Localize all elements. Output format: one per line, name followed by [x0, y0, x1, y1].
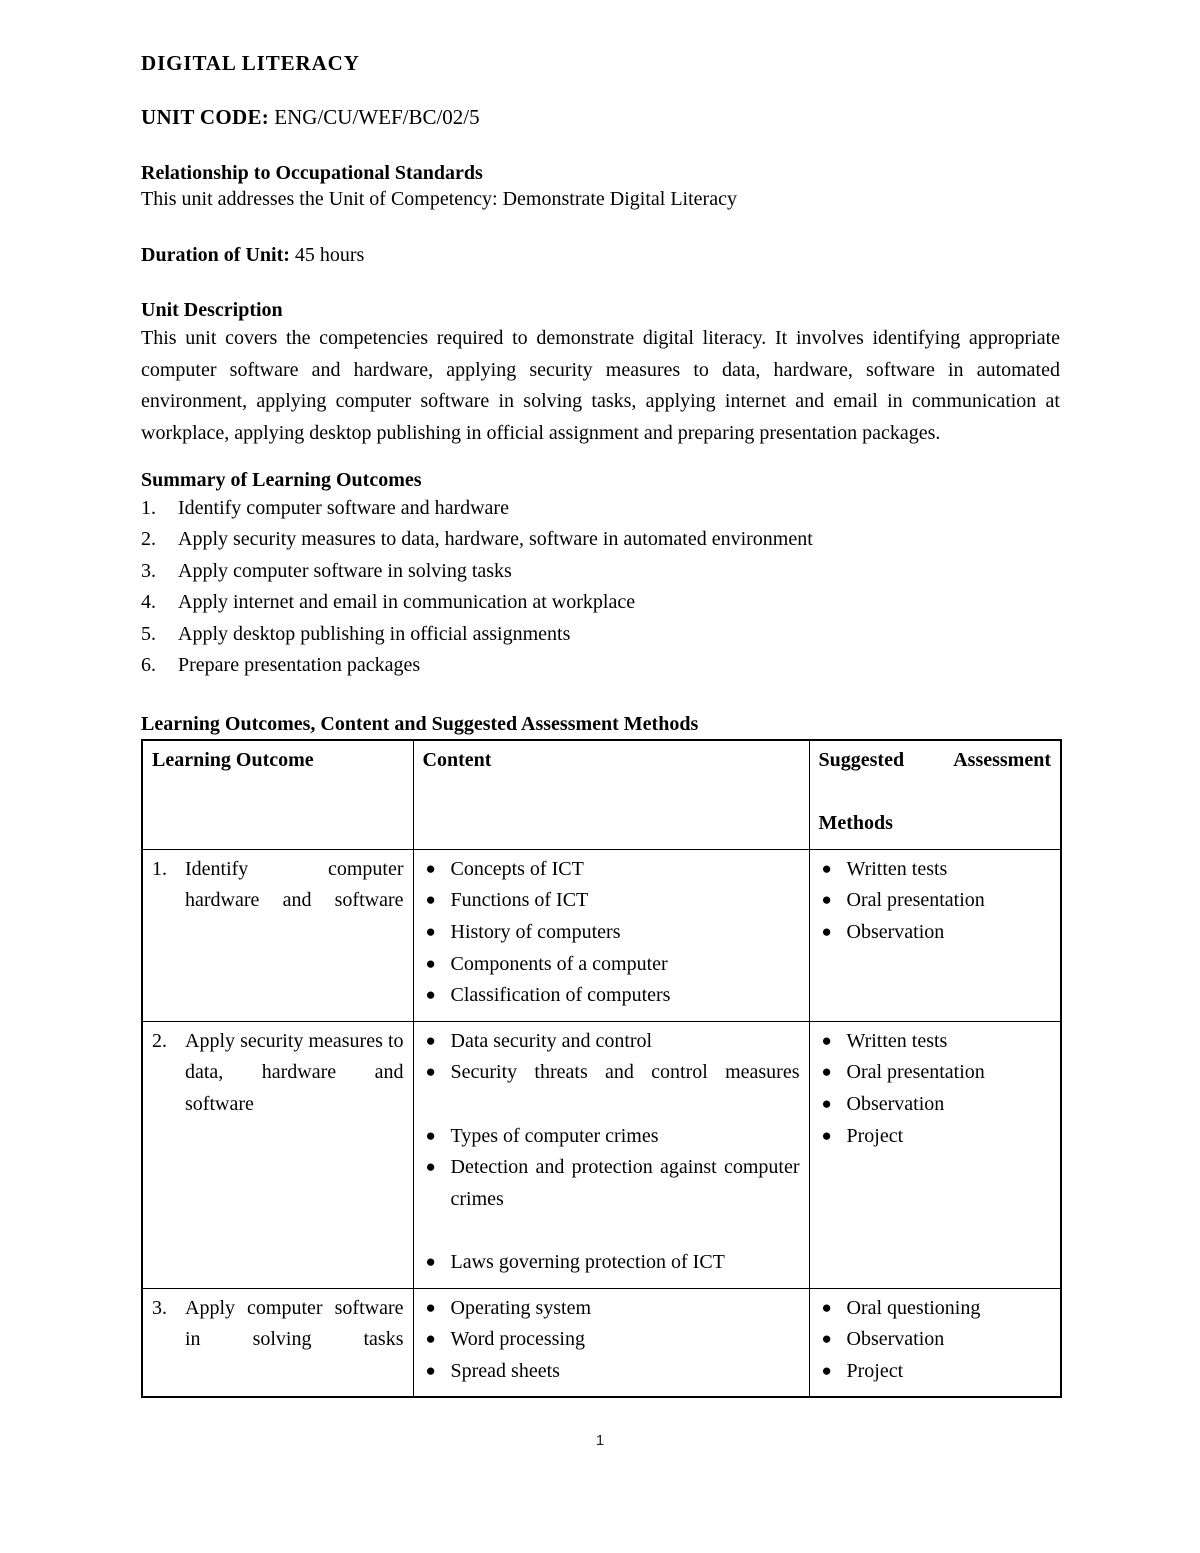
cell-learning-outcome	[142, 1288, 413, 1397]
outcome-entry	[152, 854, 404, 949]
list-item	[423, 949, 800, 981]
bullet-icon: ●	[425, 922, 436, 942]
cell-learning-outcome	[142, 1021, 413, 1288]
cell-content	[413, 849, 809, 1021]
column-header-assessment-line2: Methods	[818, 812, 893, 835]
list-item	[819, 854, 1052, 886]
cell-assessment	[809, 849, 1061, 1021]
list-item-text: Apply desktop publishing in official assignments	[178, 622, 571, 645]
list-item-text: Oral presentation	[846, 889, 985, 912]
list-item-text: Concepts of ICT	[450, 857, 584, 880]
table-row	[142, 1021, 1061, 1288]
list-item	[423, 885, 800, 917]
cell-learning-outcome	[142, 849, 413, 1021]
list-item-text: Security threats and control measures	[450, 1061, 800, 1084]
bullet-icon: ●	[425, 1062, 436, 1082]
column-header-assessment-methods	[809, 740, 1061, 849]
bullet-icon: ●	[425, 1251, 436, 1271]
bullet-icon: ●	[425, 1030, 436, 1050]
list-item	[819, 1121, 1052, 1153]
list-item-number: 4.	[141, 591, 156, 614]
list-item-text: Observation	[846, 1328, 945, 1351]
list-item	[423, 1247, 800, 1279]
list-item	[819, 1089, 1052, 1121]
summary-list	[141, 493, 1060, 683]
outcome-number: 3.	[152, 1296, 167, 1319]
assessment-bullet-list	[819, 1026, 1052, 1152]
bullet-icon: ●	[821, 922, 832, 942]
list-item	[423, 1356, 800, 1388]
table-header-row	[142, 740, 1061, 849]
bullet-icon: ●	[821, 1297, 832, 1317]
list-item-text: History of computers	[450, 921, 621, 944]
list-item	[141, 650, 1060, 682]
duration-value: 45 hours	[294, 244, 365, 267]
list-item	[819, 885, 1052, 917]
list-item-text: Data security and control	[450, 1029, 653, 1052]
outcome-number: 1.	[152, 857, 167, 880]
list-item-text: Components of a computer	[450, 952, 668, 975]
table-row	[142, 1288, 1061, 1397]
list-item	[141, 556, 1060, 588]
list-item-text: Classification of computers	[450, 984, 671, 1007]
bullet-icon: ●	[425, 1157, 436, 1177]
list-item-text: Identify computer software and hardware	[178, 496, 509, 519]
list-item	[141, 619, 1060, 651]
bullet-icon: ●	[425, 1360, 436, 1380]
content-bullet-list	[423, 854, 800, 1012]
learning-outcomes-table	[141, 739, 1062, 1398]
table-row	[142, 849, 1061, 1021]
bullet-icon: ●	[821, 858, 832, 878]
list-item	[423, 1324, 800, 1356]
column-header-content: Content	[413, 740, 809, 849]
duration-label: Duration of Unit:	[141, 244, 290, 267]
document-content	[141, 52, 1060, 1398]
list-item	[819, 917, 1052, 949]
list-item	[819, 1324, 1052, 1356]
outcome-entry	[152, 1026, 404, 1152]
list-item-number: 1.	[141, 496, 156, 519]
list-item	[423, 1293, 800, 1325]
list-item-text: Observation	[846, 921, 945, 944]
list-item-number: 3.	[141, 559, 156, 582]
list-item	[819, 1293, 1052, 1325]
outcome-text: Apply computer software in solving tasks	[185, 1296, 404, 1351]
unit-description-heading: Unit Description	[141, 299, 283, 322]
page-number: 1	[595, 1432, 605, 1449]
list-item-text: Prepare presentation packages	[178, 654, 421, 677]
unit-description-text: This unit covers the competencies required to demonstrate digital literacy. It involves identifying appropriate computer software and hardware, applying security measures to data, hardware, software in automated environment, applying computer software in solving tasks, applying internet and email in communication at workplace, applying desktop publishing in official assignment and preparing presentation packages.	[141, 327, 1060, 444]
list-item-text: Observation	[846, 1093, 945, 1116]
bullet-icon: ●	[821, 1030, 832, 1050]
list-item	[423, 980, 800, 1012]
list-item-text: Apply internet and email in communication at workplace	[178, 591, 636, 614]
outcome-entry	[152, 1293, 404, 1388]
list-item-text: Apply computer software in solving tasks	[178, 559, 512, 582]
bullet-icon: ●	[821, 1360, 832, 1380]
relationship-heading: Relationship to Occupational Standards	[141, 162, 483, 185]
list-item-text: Functions of ICT	[450, 889, 589, 912]
list-item	[819, 1356, 1052, 1388]
column-header-learning-outcome: Learning Outcome	[142, 740, 413, 849]
list-item-text: Word processing	[450, 1328, 585, 1351]
list-item-text: Detection and protection against computer crimes	[450, 1156, 800, 1210]
list-item-text: Operating system	[450, 1296, 592, 1319]
relationship-text: This unit addresses the Unit of Competency: Demonstrate Digital Literacy	[141, 188, 737, 211]
duration-line	[141, 242, 1060, 268]
bullet-icon: ●	[425, 985, 436, 1005]
document-title: DIGITAL LITERACY	[141, 51, 360, 75]
list-item	[423, 1152, 800, 1247]
column-header-assessment-line1: Suggested Assessment	[818, 749, 1051, 772]
list-item-text: Spread sheets	[450, 1359, 560, 1382]
bullet-icon: ●	[425, 1125, 436, 1145]
list-item-number: 5.	[141, 622, 156, 645]
outcome-text: Apply security measures to data, hardware and software	[185, 1029, 404, 1116]
bullet-icon: ●	[821, 1125, 832, 1145]
unit-code-label: UNIT CODE:	[141, 105, 270, 130]
assessment-bullet-list	[819, 1293, 1052, 1388]
unit-code-value: ENG/CU/WEF/BC/02/5	[274, 105, 480, 130]
list-item-text: Laws governing protection of ICT	[450, 1250, 725, 1273]
list-item-text: Oral presentation	[846, 1061, 985, 1084]
content-bullet-list	[423, 1026, 800, 1279]
list-item-text: Types of computer crimes	[450, 1124, 659, 1147]
bullet-icon: ●	[425, 890, 436, 910]
list-item-text: Oral questioning	[846, 1296, 981, 1319]
assessment-bullet-list	[819, 854, 1052, 949]
cell-content	[413, 1288, 809, 1397]
list-item-text: Project	[846, 1359, 904, 1382]
list-item-text: Written tests	[846, 857, 948, 880]
list-item	[819, 1026, 1052, 1058]
unit-code-line	[141, 106, 1060, 129]
list-item	[141, 493, 1060, 525]
bullet-icon: ●	[821, 890, 832, 910]
list-item	[423, 1057, 800, 1120]
bullet-icon: ●	[821, 1062, 832, 1082]
list-item	[423, 854, 800, 886]
table-caption: Learning Outcomes, Content and Suggested Assessment Methods	[141, 713, 699, 736]
outcome-number: 2.	[152, 1029, 167, 1052]
list-item-text: Apply security measures to data, hardware, software in automated environment	[178, 528, 813, 551]
list-item	[141, 524, 1060, 556]
list-item	[423, 1026, 800, 1058]
list-item	[423, 917, 800, 949]
bullet-icon: ●	[425, 953, 436, 973]
list-item	[423, 1121, 800, 1153]
summary-heading: Summary of Learning Outcomes	[141, 468, 422, 491]
bullet-icon: ●	[425, 1329, 436, 1349]
list-item	[141, 587, 1060, 619]
bullet-icon: ●	[425, 858, 436, 878]
content-bullet-list	[423, 1293, 800, 1388]
list-item-text: Project	[846, 1124, 904, 1147]
list-item-number: 6.	[141, 654, 156, 677]
cell-assessment	[809, 1288, 1061, 1397]
cell-assessment	[809, 1021, 1061, 1288]
list-item-text: Written tests	[846, 1029, 948, 1052]
bullet-icon: ●	[425, 1297, 436, 1317]
outcome-text: Identify computer hardware and software	[185, 857, 404, 912]
list-item	[819, 1057, 1052, 1089]
list-item-number: 2.	[141, 528, 156, 551]
bullet-icon: ●	[821, 1329, 832, 1349]
cell-content	[413, 1021, 809, 1288]
bullet-icon: ●	[821, 1094, 832, 1114]
